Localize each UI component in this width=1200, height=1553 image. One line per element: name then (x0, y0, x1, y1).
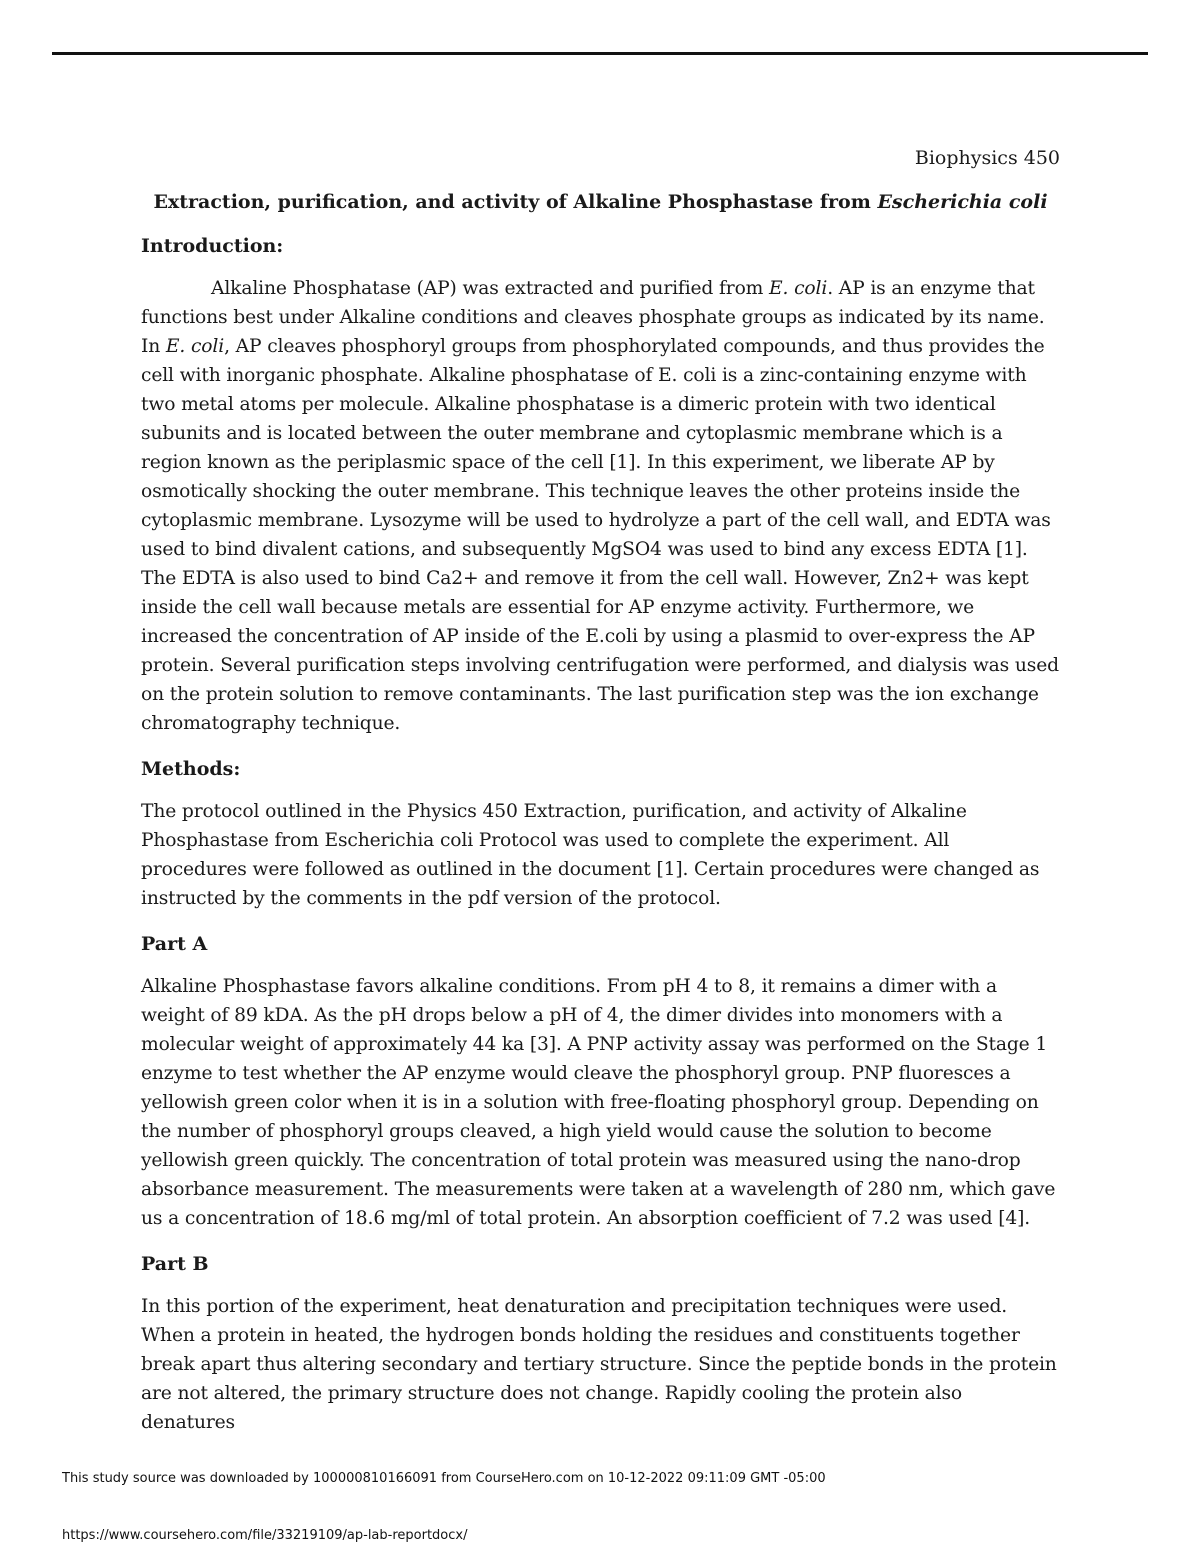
part-a-heading: Part A (141, 933, 208, 955)
document-page (141, 144, 1060, 1454)
top-horizontal-rule (52, 52, 1148, 55)
intro-italic-ecoli: E. coli (165, 336, 225, 357)
introduction-heading: Introduction: (141, 235, 284, 257)
document-title (141, 188, 1060, 216)
course-label: Biophysics 450 (914, 147, 1060, 169)
intro-text-segment: , AP cleaves phosphoryl groups from phosphorylated compounds, and thus provides the cell with inorganic phosphate. Alkaline phosphatase of E. coli is a zinc-containing enzyme with two metal atoms per molecule. Alkaline phosphatase is a dimeric protein with two identical subunits and is located between the outer membrane and cytoplasmic membrane which is a region known as the periplasmic space of the cell [1]. In this experiment, we liberate AP by osmotically shocking the outer membrane. This technique leaves the other proteins inside the cytoplasmic membrane. Lysozyme will be used to hydrolyze a part of the cell wall, and EDTA was used to bind divalent cations, and subsequently MgSO4 was used to bind any excess EDTA [1]. The EDTA is also used to bind Ca2+ and remove it from the cell wall. However, Zn2+ was kept inside the cell wall because metals are essential for AP enzyme activity. Furthermore, we increased the concentration of AP inside of the E.coli by using a plasmid to over-express the AP protein. Several purification steps involving centrifugation were performed, and dialysis was used on the protein solution to remove contaminants. The last purification step was the ion exchange chromatography technique. (141, 336, 1059, 734)
intro-text-segment: . AP is an enzyme that functions best under Alkaline conditions and cleaves phosphate groups as indicated by its name. In (141, 278, 1045, 357)
title-italic: Escherichia coli (877, 191, 1048, 213)
download-source-note: This study source was downloaded by 100000810166091 from CourseHero.com on 10-12-2022 09:11:09 GMT -05:00 (62, 1471, 826, 1486)
introduction-paragraph (141, 274, 1060, 738)
intro-italic-ecoli: E. coli (769, 278, 828, 299)
methods-heading: Methods: (141, 758, 241, 780)
methods-paragraph: The protocol outlined in the Physics 450 Extraction, purification, and activity of Alkaline Phosphastase from Escherichia coli Protocol was used to complete the experiment. All procedures were followed as outlined in the document [1]. Certain procedures were changed as instructed by the comments in the pdf version of the protocol. (141, 801, 1040, 909)
intro-text-segment: Alkaline Phosphatase (AP) was extracted and purified from (211, 278, 770, 299)
part-a-paragraph: Alkaline Phosphastase favors alkaline conditions. From pH 4 to 8, it remains a dimer with a weight of 89 kDA. As the pH drops below a pH of 4, the dimer divides into monomers with a molecular weight of approximately 44 ka [3]. A PNP activity assay was performed on the Stage 1 enzyme to test whether the AP enzyme would cleave the phosphoryl group. PNP fluoresces a yellowish green color when it is in a solution with free-floating phosphoryl group. Depending on the number of phosphoryl groups cleaved, a high yield would cause the solution to become yellowish green quickly. The concentration of total protein was measured using the nano-drop absorbance measurement. The measurements were taken at a wavelength of 280 nm, which gave us a concentration of 18.6 mg/ml of total protein. An absorption coefficient of 7.2 was used [4]. (141, 976, 1056, 1229)
source-url: https://www.coursehero.com/file/33219109/ap-lab-reportdocx/ (62, 1528, 468, 1543)
title-main: Extraction, purification, and activity of Alkaline Phosphastase from (153, 191, 878, 213)
part-b-paragraph: In this portion of the experiment, heat denaturation and precipitation techniques were used. When a protein in heated, the hydrogen bonds holding the residues and constituents together break apart thus altering secondary and tertiary structure. Since the peptide bonds in the protein are not altered, the primary structure does not change. Rapidly cooling the protein also denatures (141, 1296, 1057, 1433)
part-b-heading: Part B (141, 1253, 209, 1275)
